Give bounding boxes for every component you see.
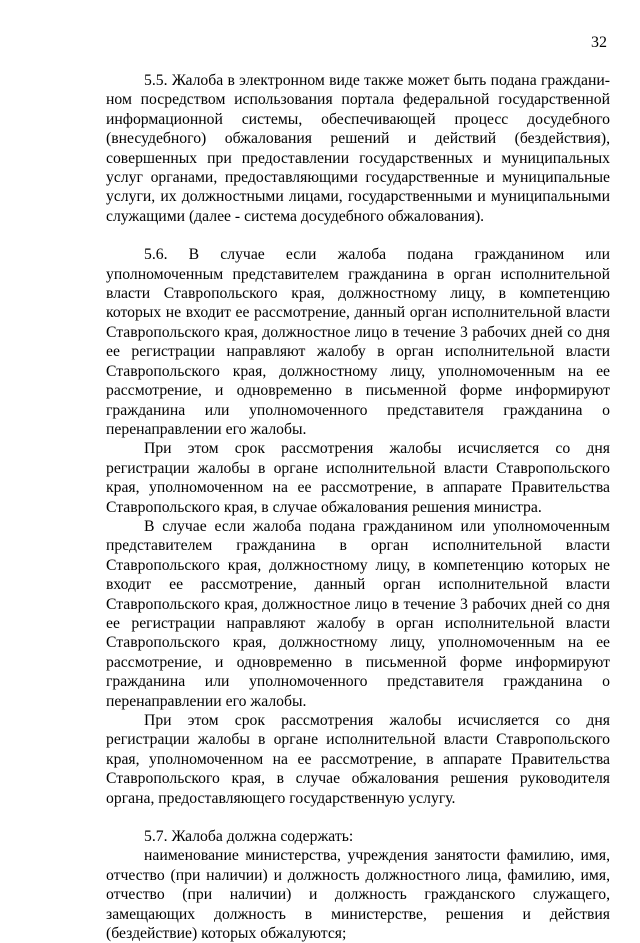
- document-body: [106, 71, 610, 943]
- paragraph-5-7: 5.7. Жалоба должна содержать:: [144, 828, 354, 846]
- paragraph-5-5: 5.5. Жалоба в электронном виде также может быть подана гражданином посредством использования портала федеральной государственной информационной системы, обеспечивающей процесс досудебного (внесудебного) обжалования решений и действий (бездействия), совершенных при предоставлении государственных и муниципальных услуг органами, предоставляющими государственные и муниципальные услуги, их должностными лицами, государственными и муниципальными служащими (далее - система досудебного обжалования).: [106, 72, 610, 225]
- paragraph-5-7-item-1: наименование министерства, учреждения занятости фамилию, имя, отчество (при наличии) и должность должностного лица, фамилию, имя, отчество (при наличии) и должность гражданского служащего, замещающих должность в министерстве, решения и действия (бездействие) которых обжалуются;: [106, 847, 610, 943]
- paragraph-5-6-redirect-repeat: В случае если жалоба подана гражданином или уполномоченным представителем гражданина в орган исполнительной власти Ставропольского края, должностному лицу, в компетенцию которых не входит ее рассмотрение, данный орган исполнительной власти Ставропольского края, должностное лицо в течение 3 рабочих дней со дня ее регистрации направляют жалобу в орган исполнительной власти Ставропольского края, должностному лицу, уполномоченным на ее рассмотрение, и одновременно в письменной форме информируют гражданина или уполномоченного представителя гражданина о перенаправлении его жалобы.: [106, 517, 610, 710]
- paragraph-5-6-term-head: При этом срок рассмотрения жалобы исчисляется со дня регистрации жалобы в органе исполнительной власти Ставропольского края, уполномоченном на ее рассмотрение, в аппарате Правительства Ставропольского края, в случае обжалования решения руководителя органа, предоставляющего государственную услугу.: [106, 712, 610, 807]
- paragraph-5-6-term-minister: При этом срок рассмотрения жалобы исчисляется со дня регистрации жалобы в органе исполнительной власти Ставропольского края, уполномоченном на ее рассмотрение, в аппарате Правительства Ставропольского края, в случае обжалования решения министра.: [106, 440, 610, 516]
- page-number: 32: [591, 34, 607, 51]
- paragraph-5-6: 5.6. В случае если жалоба подана гражданином или уполномоченным представителем гражданина в орган исполнительной власти Ставропольского края, должностному лицу, в компетенцию которых не входит ее рассмотрение, данный орган исполнительной власти Ставропольского края, должностное лицо в течение 3 рабочих дней со дня ее регистрации направляют жалобу в орган исполнительной власти Ставропольского края, должностному лицу, уполномоченным на ее рассмотрение, и одновременно в письменной форме информируют гражданина или уполномоченного представителя гражданина о перенаправлении его жалобы.: [106, 246, 610, 438]
